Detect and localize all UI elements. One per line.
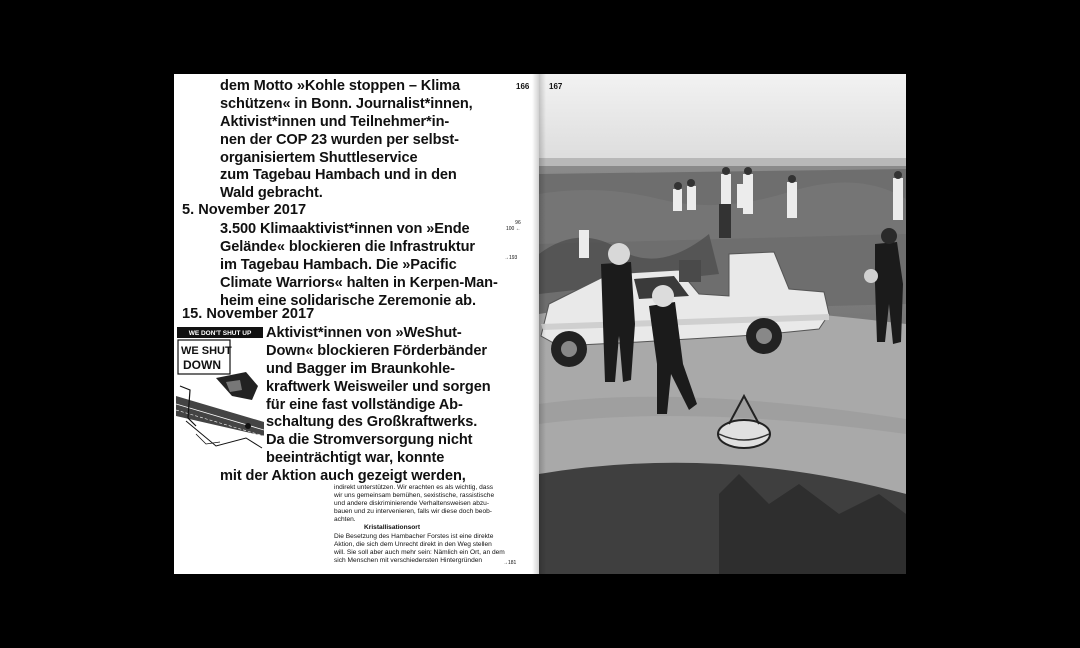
text-line: zum Tagebau Hambach und in den [220, 167, 457, 184]
text-line: beeinträchtigt war, konnte [266, 450, 445, 467]
small-text-line: achten. [334, 516, 356, 524]
small-text-line: bauen und zu intervenieren, falls wir diese doch beob- [334, 508, 492, 516]
text-line: im Tagebau Hambach. Die »Pacific [220, 256, 457, 273]
small-text-line: und andere diskriminierende Verhaltensweisen abzu- [334, 500, 490, 508]
text-line: mit der Aktion auch gezeigt werden, [220, 468, 466, 484]
text-block-1 [220, 78, 473, 203]
text-line: Da die Stromversorgung nicht [266, 432, 473, 449]
cross-reference: →193 [504, 255, 518, 261]
page-number-right: 167 [549, 82, 563, 91]
text-line: schützen« in Bonn. Journalist*innen, [220, 95, 473, 112]
cross-reference: →181 [503, 560, 517, 566]
small-text-line: Die Besetzung des Hambacher Forstes ist eine direkte [334, 532, 494, 540]
text-line: Down« blockieren Förderbänder [266, 342, 487, 359]
sticker-text: DOWN [183, 358, 221, 372]
book-gutter [532, 74, 546, 574]
text-line: für eine fast vollständige Ab- [266, 396, 463, 413]
ref-number: 100 ← [506, 226, 521, 232]
small-heading: Kristallisationsort [364, 524, 421, 532]
protest-photo-image [539, 74, 906, 574]
small-text-line: sich Menschen mit verschiedensten Hintergründen [334, 556, 483, 564]
text-line: Wald gebracht. [220, 185, 323, 202]
sticker-text: WE SHUT [181, 345, 232, 357]
text-line: schaltung des Großkraftwerks. [266, 414, 478, 431]
text-line: heim eine solidarische Zeremonie ab. [220, 292, 476, 309]
text-line: Climate Warriors« halten in Kerpen-Man- [220, 274, 498, 291]
weshutdown-sticker-image [176, 326, 264, 452]
text-line: und Bagger im Braunkohle- [266, 360, 455, 377]
left-page [174, 74, 539, 574]
text-block-2 [220, 221, 498, 310]
text-block-3 [266, 325, 491, 468]
small-text-line: wir uns gemeinsam bemühen, sexistische, rassistische [334, 492, 495, 500]
text-line: Aktivist*innen und Teilnehmer*in- [220, 113, 450, 130]
date-heading-1: 5. November 2017 [182, 202, 307, 218]
text-line: organisiertem Shuttleservice [220, 149, 418, 166]
small-text-line: indirekt unterstützen. Wir erachten es als wichtig, dass [334, 484, 494, 491]
text-line: Gelände« blockieren die Infrastruktur [220, 238, 476, 255]
sticker-text: WE DON'T SHUT UP [188, 330, 252, 337]
text-line: kraftwerk Weisweiler und sorgen [266, 378, 491, 395]
right-page [539, 74, 906, 574]
small-text-line: will. Sie soll aber auch mehr sein: Nämlich ein Ort, an dem [334, 548, 505, 556]
text-line: nen der COP 23 wurden per selbst- [220, 131, 459, 148]
cross-reference [506, 220, 521, 232]
small-text-column [334, 484, 516, 565]
page-number-left: 166 [516, 82, 530, 91]
small-text-line: Aktion, die sich dem Unrecht direkt in den Weg stellen [334, 540, 492, 548]
ref-number: 96 [515, 220, 521, 226]
text-line: 3.500 Klimaaktivist*innen von »Ende [220, 221, 470, 237]
text-line: dem Motto »Kohle stoppen – Klima [220, 78, 461, 94]
text-line: Aktivist*innen von »WeShut- [266, 325, 462, 341]
date-heading-2: 15. November 2017 [182, 306, 315, 322]
